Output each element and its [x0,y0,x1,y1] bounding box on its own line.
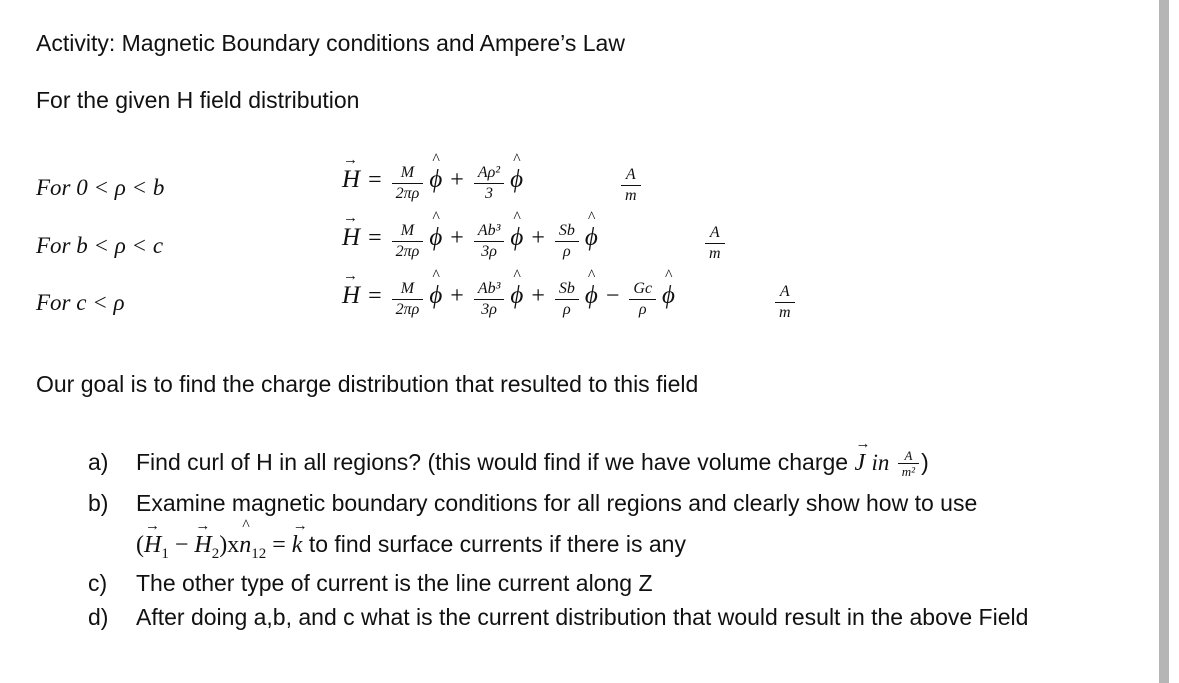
phi-hat: ^ ϕ [429,166,442,194]
item-c-label: c) [88,570,108,596]
fraction-m: $\frac{M}{2\pi\rho}$ [392,164,424,203]
document-title: Activity: Magnetic Boundary conditions and Ampere’s Law [36,30,625,56]
equation-region-2: → H = $\frac{M}{2\pi\rho}$ ^ ϕ + $\frac{\text{Ab³}}{3\rho}$ ^ ϕ + $\frac{Sb}{\rho}$ ^ ϕ [342,222,598,261]
phi-hat: ^ ϕ [510,166,523,194]
item-d-label: d) [88,604,109,630]
equation-region-1: → H = $\frac{M}{2\pi\rho}$ ^ ϕ + $\frac{\text{Aρ²}}{3}$ ^ ϕ [342,164,523,203]
goal-text: Our goal is to find the charge distribution that resulted to this field [36,371,699,397]
region-label-2: For b < ρ < c [36,233,164,258]
unit-region-3: $\frac{A}{m}$ [773,283,797,322]
item-d-text: After doing a,b, and c what is the current distribution that would result in the above Field [136,604,1029,630]
item-c-text: The other type of current is the line current along Z [136,570,653,596]
item-b-label: b) [88,490,109,516]
item-b-text: Examine magnetic boundary conditions for all regions and clearly show how to use [136,490,978,516]
item-a-label: a) [88,449,109,475]
region-label-1: For 0 < ρ < b [36,175,165,200]
region-label-3: For c < ρ [36,290,125,315]
unit-region-2: $\frac{A}{m}$ [703,224,727,263]
right-edge-bar [1159,0,1169,683]
unit-region-1: $\frac{A}{m}$ [619,166,643,205]
item-b-formula: (→ $H_1$ − → $H_2)x\^{}$ $n_{12}$ = → k to find surface currents if there is any [136,531,686,563]
item-a-text: Find curl of H in all regions? (this would find if we have volume charge → J in $\frac{A}{\text{m²}}$ ) [136,449,929,478]
h-vector: → H [342,224,360,252]
h-vector: → H [342,282,360,310]
intro-text: For the given H field distribution [36,87,360,113]
fraction-a: $\frac{\text{Aρ²}}{3}$ [474,164,504,203]
equation-region-3: → H = $\frac{M}{2\pi\rho}$ ^ ϕ + $\frac{\text{Ab³}}{3\rho}$ ^ ϕ + $\frac{Sb}{\rho}$ ^ ϕ − $\frac{Gc}{\rho}$ ^ ϕ [342,280,675,319]
h-vector: → H [342,166,360,194]
